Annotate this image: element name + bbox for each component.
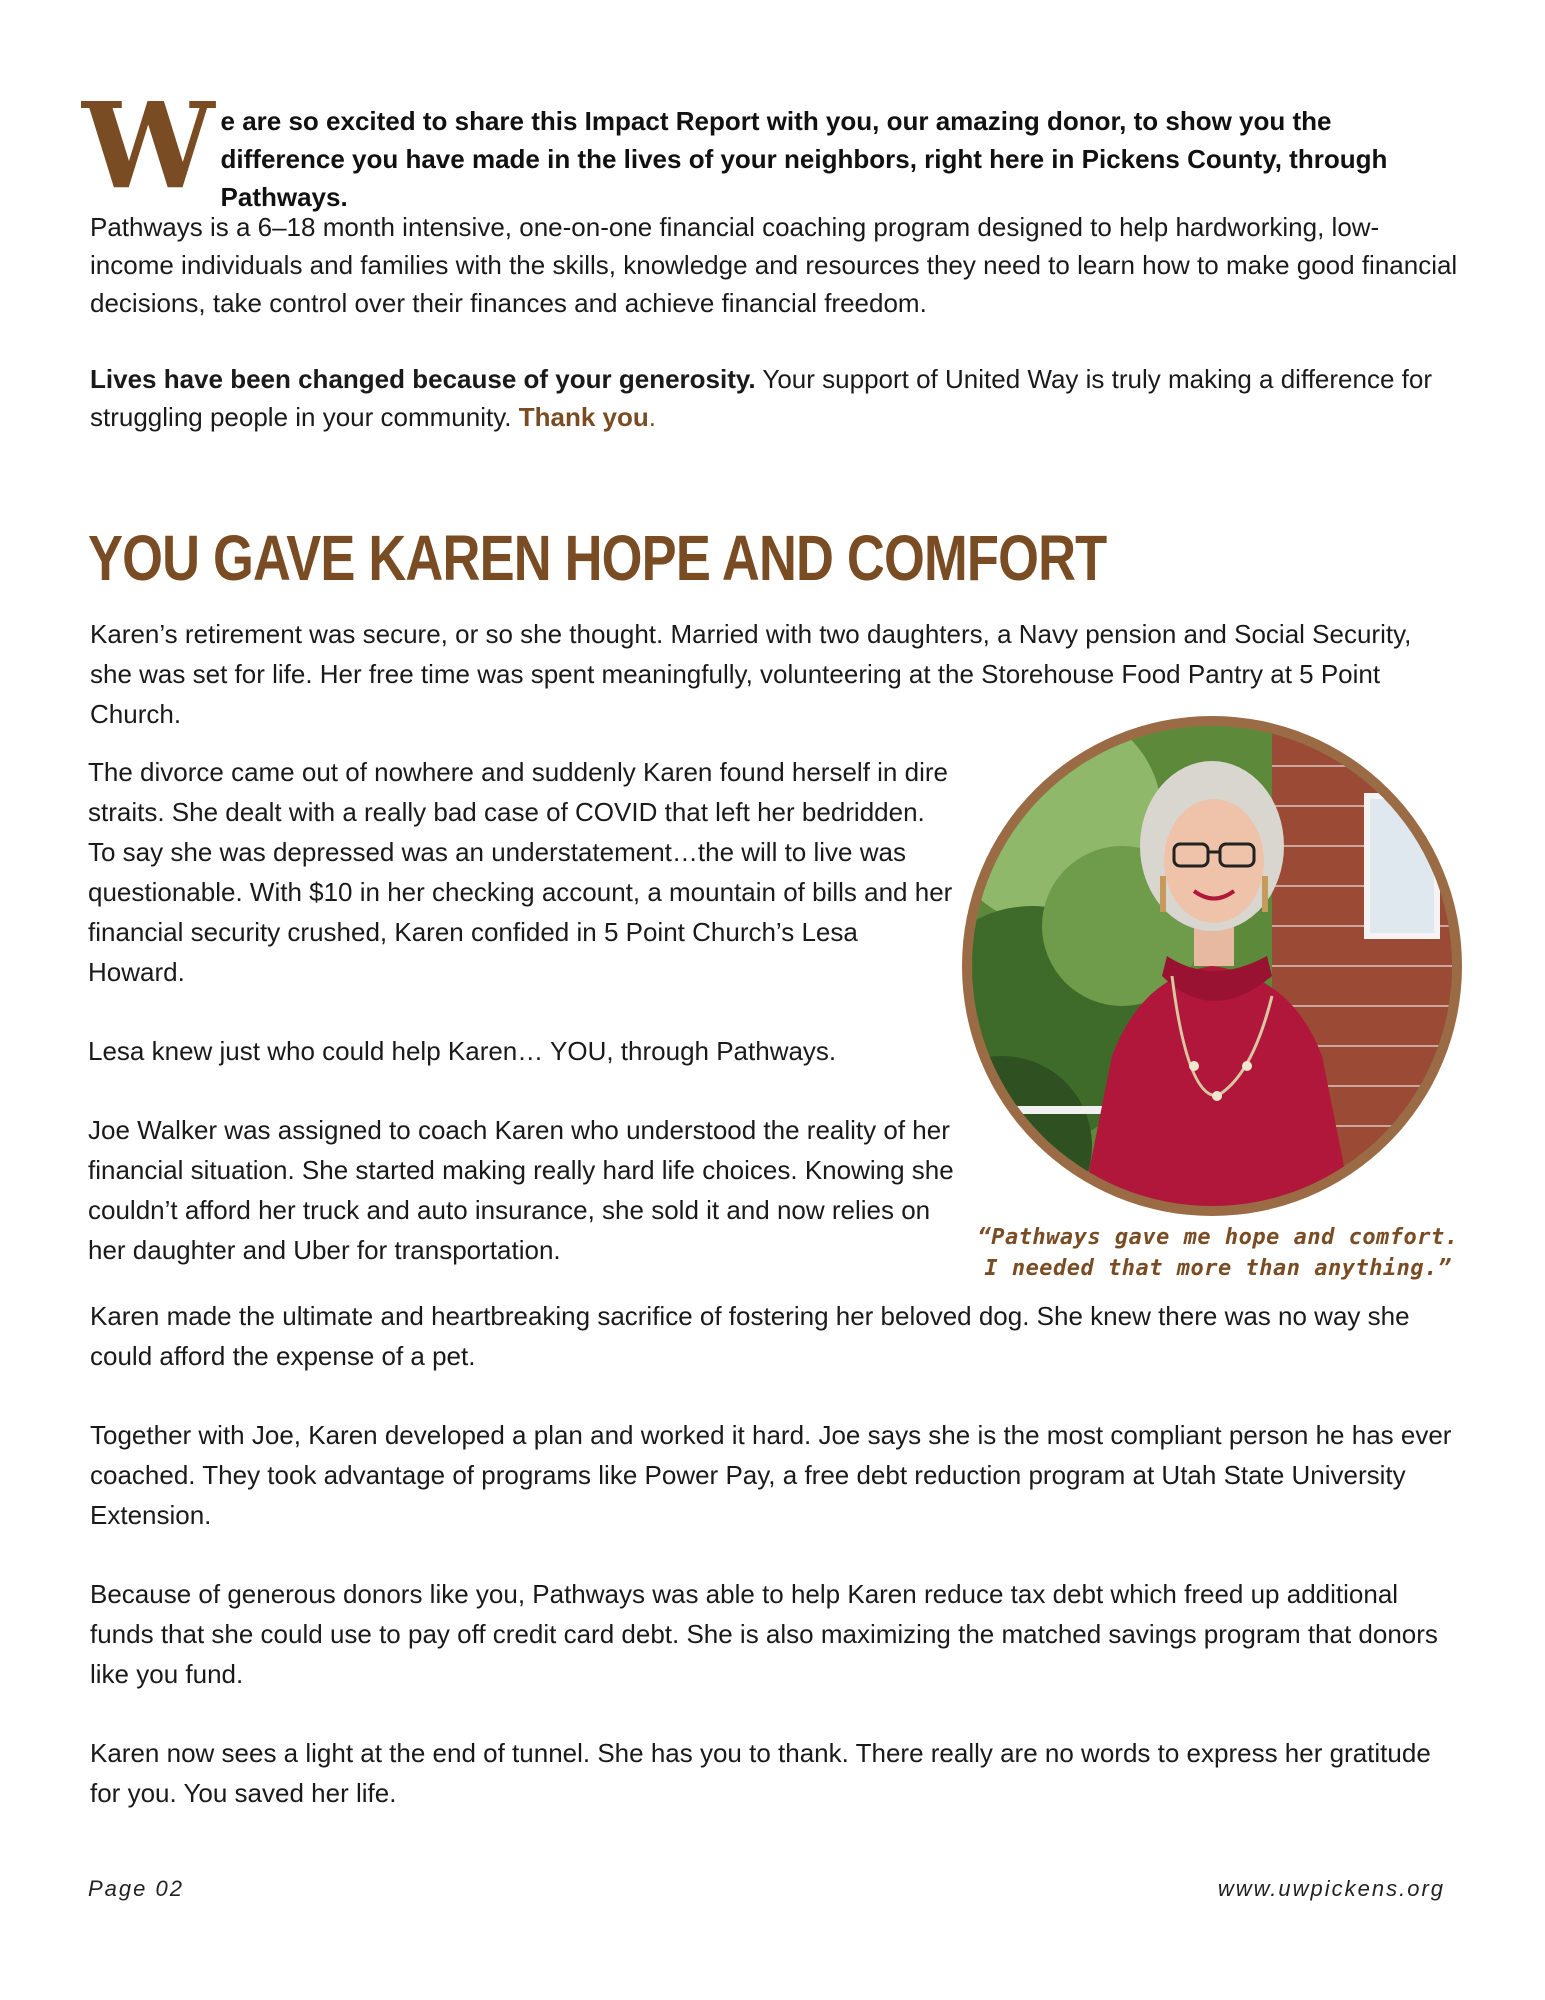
thank-you-text: Thank you	[518, 402, 649, 432]
portrait-illustration	[972, 726, 1452, 1206]
program-description: Pathways is a 6–18 month intensive, one-on-one financial coaching program designed to help hardworking, low-income individuals and families with the skills, knowledge and resources they need to learn how to make good financial decisions, take control over their finances and achieve financial freedom.	[90, 212, 1458, 318]
intro-lead-text: e are so excited to share this Impact Report with you, our amazing donor, to show you the difference you have made in the lives of your neighbors, right here in Pickens County, through Pathways.	[220, 106, 1388, 212]
story-paragraph: Karen made the ultimate and heartbreaking sacrifice of fostering her beloved dog. She knew there was no way she could afford the expense of a pet.	[90, 1301, 1410, 1371]
pull-quote	[968, 1222, 1468, 1284]
story-paragraph: Karen now sees a light at the end of tunnel. She has you to thank. There really are no words to express her gratitude for you. You saved her life.	[90, 1738, 1431, 1808]
karen-photo	[972, 726, 1452, 1206]
pull-quote-line: “Pathways gave me hope and comfort.	[977, 1225, 1459, 1250]
story-continued	[90, 1296, 1460, 1852]
generosity-text: Your support of United Way is truly making a difference for struggling people in your community.	[90, 364, 1432, 432]
story-intro: Karen’s retirement was secure, or so she thought. Married with two daughters, a Navy pension and Social Security, she was set for life. Her free time was spent meaningfully, volunteering at the Storehouse Food Pantry at 5 Point Church.	[90, 619, 1412, 729]
drop-cap: W	[82, 76, 215, 215]
website-link[interactable]: www.uwpickens.org	[1217, 1876, 1445, 1901]
story-paragraph: Because of generous donors like you, Pathways was able to help Karen reduce tax debt which freed up additional funds that she could use to pay off credit card debt. She is also maximizing the matched savings program that donors like you fund.	[90, 1579, 1438, 1689]
section-title: YOU GAVE KAREN HOPE AND COMFORT	[88, 522, 1107, 594]
generosity-bold: Lives have been changed because of your generosity.	[90, 364, 756, 394]
generosity-paragraph	[90, 360, 1460, 436]
intro-lead-block	[82, 76, 1457, 216]
karen-photo-frame	[962, 716, 1462, 1216]
story-column	[88, 752, 958, 1309]
page-number: Page 02	[88, 1876, 184, 1901]
story-paragraph: Lesa knew just who could help Karen… YOU, through Pathways.	[88, 1036, 837, 1066]
story-paragraph: Joe Walker was assigned to coach Karen who understood the reality of her financial situation. She started making really hard life choices. Knowing she couldn’t afford her truck and auto insurance, she sold it and now relies on her daughter and Uber for transportation.	[88, 1115, 954, 1265]
pull-quote-line: I needed that more than anything.”	[984, 1256, 1452, 1281]
story-paragraph: Together with Joe, Karen developed a plan and worked it hard. Joe says she is the most compliant person he has ever coached. They took advantage of programs like Power Pay, a free debt reduction program at Utah State University Extension.	[90, 1420, 1452, 1530]
story-paragraph: The divorce came out of nowhere and suddenly Karen found herself in dire straits. She dealt with a really bad case of COVID that left her bedridden. To say she was depressed was an understatement…the will to live was questionable. With $10 in her checking account, a mountain of bills and her financial security crushed, Karen confided in 5 Point Church’s Lesa Howard.	[88, 757, 953, 987]
generosity-end: .	[648, 402, 656, 432]
